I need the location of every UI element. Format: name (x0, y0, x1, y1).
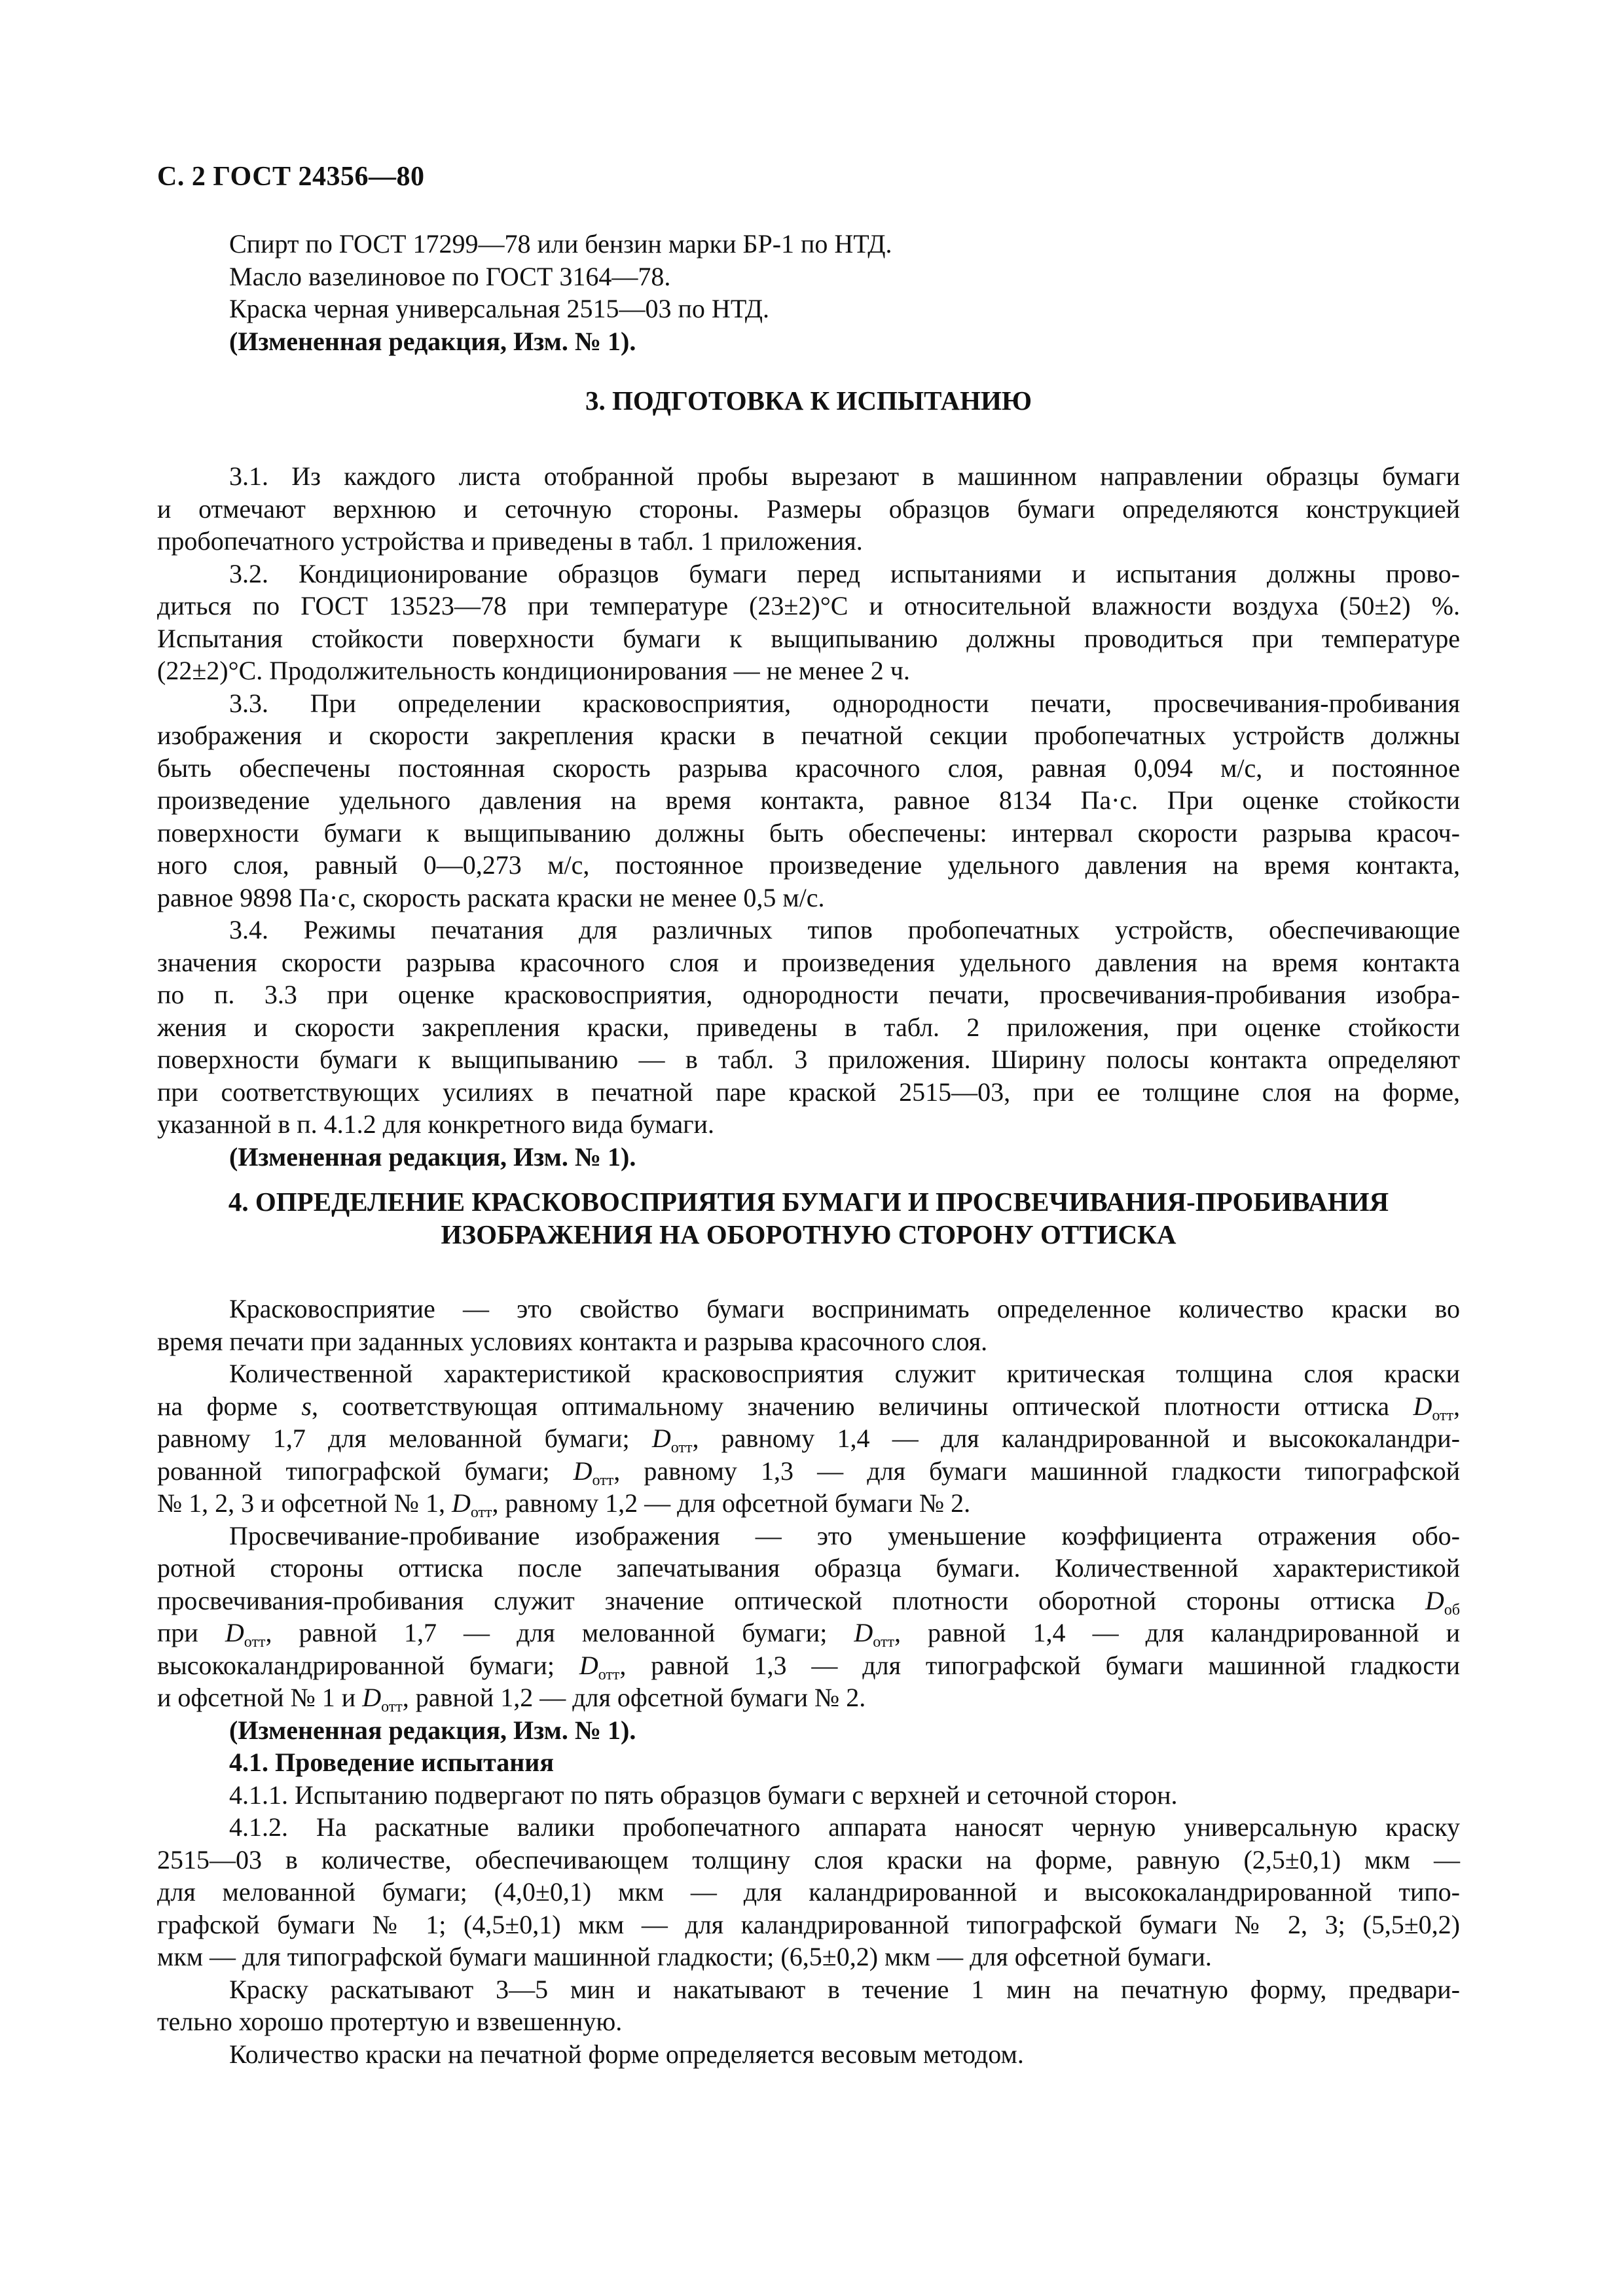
paragraph-line: 3.1. Из каждого листа отобранной пробы вырезают в машинном направлении образцы бумаги (229, 461, 1460, 491)
paragraph-line: 3.2. Кондиционирование образцов бумаги перед испытаниями и испытания должны прово- (229, 558, 1460, 588)
subsection-4-1-heading: 4.1. Проведение испытания (229, 1748, 554, 1777)
paragraph-line: и отмечают верхнюю и сеточную стороны. Размеры образцов бумаги определяются конструкцией (157, 493, 1460, 524)
paragraph-line: указанной в п. 4.1.2 для конкретного вида бумаги. (157, 1109, 714, 1139)
paragraph-line: пробопечатного устройства и приведены в табл. 1 приложения. (157, 526, 863, 556)
section-3-body (157, 460, 1460, 1173)
amendment-note: (Измененная редакция, Изм. № 1). (229, 1715, 636, 1745)
paragraph-line: время печати при заданных условиях контакта и разрыва красочного слоя. (157, 1326, 988, 1356)
material-item: Спирт по ГОСТ 17299—78 или бензин марки БР-1 по НТД. (229, 229, 892, 259)
paragraph-line: ного слоя, равный 0—0,273 м/с, постоянное произведение удельного давления на время контакта, (157, 850, 1460, 880)
section-4-heading-line-2: ИЗОБРАЖЕНИЯ НА ОБОРОТНУЮ СТОРОНУ ОТТИСКА (441, 1219, 1176, 1249)
section-3-heading-block (157, 385, 1460, 418)
material-item: Масло вазелиновое по ГОСТ 3164—78. (229, 261, 671, 291)
paragraph-line: произведение удельного давления на время контакта, равное 8134 Па·с. При оценке стойкости (157, 785, 1460, 815)
section-3-heading: 3. ПОДГОТОВКА К ИСПЫТАНИЮ (585, 386, 1032, 416)
section-4-heading-block (157, 1186, 1460, 1251)
paragraph-line: 3.4. Режимы печатания для различных типов пробопечатных устройств, обеспечивающие (229, 915, 1460, 944)
paragraph-line: равному 1,7 для мелованной бумаги; $D_{отт}$, равному 1,4 — для каландрированной и высококаландри- (157, 1424, 1460, 1456)
paragraph-line: поверхности бумаги к выщипыванию — в табл. 3 приложения. Ширину полосы контакта определяют (157, 1045, 1460, 1074)
materials-list (157, 228, 1460, 357)
paragraph-line: значения скорости разрыва красочного слоя и произведения удельного давления на время контакта (157, 947, 1460, 977)
paragraph-line: мкм — для типографской бумаги машинной гладкости; (6,5±0,2) мкм — для офсетной бумаги. (157, 1942, 1212, 1971)
paragraph-line: Количественной характеристикой красковосприятия служит критическая толщина слоя краски (229, 1359, 1460, 1388)
paragraph-line: № 1, 2, 3 и офсетной № 1, $D_{отт}$, равному 1,2 — для офсетной бумаги № 2. (157, 1488, 971, 1521)
paragraph-line: Испытания стойкости поверхности бумаги к выщипыванию должны проводиться при температуре (157, 623, 1460, 653)
paragraph-line: рованной типографской бумаги; $D_{отт}$, равному 1,3 — для бумаги машинной гладкости типографской (157, 1456, 1460, 1489)
paragraph-line: ротной стороны оттиска после запечатывания образца бумаги. Количественной характеристикой (157, 1553, 1460, 1583)
paragraph-line: 3.3. При определении красковосприятия, однородности печати, просвечивания-пробивания (229, 688, 1460, 718)
paragraph-line: Просвечивание-пробивание изображения — это уменьшение коэффициента отражения обо- (229, 1520, 1460, 1551)
running-head: С. 2 ГОСТ 24356—80 (157, 162, 425, 192)
paragraph-line: Количество краски на печатной форме определяется весовым методом. (229, 2039, 1024, 2069)
paragraph-line: тельно хорошо протертую и взвешенную. (157, 2007, 623, 2036)
paragraph-line: жения и скорости закрепления краски, приведены в табл. 2 приложения, при оценке стойкости (157, 1012, 1460, 1042)
paragraph-line: при соответствующих усилиях в печатной паре краской 2515—03, при ее толщине слоя на форме, (157, 1077, 1460, 1107)
amendment-note: (Измененная редакция, Изм. № 1). (229, 1141, 636, 1172)
paragraph-line: графской бумаги № 1; (4,5±0,1) мкм — для каландрированной типографской бумаги № 2, 3; (5,5±0,2) (157, 1909, 1460, 1939)
paragraph-line: диться по ГОСТ 13523—78 при температуре (23±2)°С и относительной влажности воздуха (50±2) %. (157, 591, 1460, 620)
paragraph-line: на форме s, соответствующая оптимальному значению величины оптической плотности оттиска $D_{отт}$, (157, 1391, 1460, 1424)
paragraph-line: (22±2)°С. Продолжительность кондиционирования — не менее 2 ч. (157, 656, 910, 685)
paragraph-line: для мелованной бумаги; (4,0±0,1) мкм — для каландрированной и высококаландрированной типо- (157, 1877, 1460, 1907)
paragraph-line: по п. 3.3 при оценке красковосприятия, однородности печати, просвечивания-пробивания изобра- (157, 980, 1460, 1009)
paragraph-line: при $D_{отт}$, равной 1,7 — для мелованной бумаги; $D_{отт}$, равной 1,4 — для каландрированной и (157, 1618, 1461, 1651)
paragraph-line: Краску раскатывают 3—5 мин и накатывают в течение 1 мин на печатную форму, предвари- (229, 1974, 1460, 2004)
section-4-body (157, 1293, 1460, 2070)
paragraph-line: просвечивания-пробивания служит значение оптической плотности оборотной стороны оттиска $D_{об}$ (157, 1585, 1460, 1619)
paragraph-line: поверхности бумаги к выщипыванию должны быть обеспечены: интервал скорости разрыва красоч- (157, 817, 1460, 848)
paragraph-line: Красковосприятие — это свойство бумаги воспринимать определенное количество краски во (229, 1294, 1460, 1323)
section-4-heading-line-1: 4. ОПРЕДЕЛЕНИЕ КРАСКОВОСПРИЯТИЯ БУМАГИ И ПРОСВЕЧИВАНИЯ-ПРОБИВАНИЯ (228, 1187, 1389, 1217)
paragraph-line: высококаландрированной бумаги; $D_{отт}$, равной 1,3 — для типографской бумаги машинной гладкости (157, 1650, 1460, 1683)
paragraph-line: 2515—03 в количестве, обеспечивающем толщину слоя краски на форме, равную (2,5±0,1) мкм — (157, 1844, 1460, 1874)
paragraph-line: 4.1.1. Испытанию подвергают по пять образцов бумаги с верхней и сеточной сторон. (229, 1780, 1178, 1810)
paragraph-line: быть обеспечены постоянная скорость разрыва красочного слоя, равная 0,094 м/с, и постоянное (157, 753, 1460, 783)
paragraph-line: и офсетной № 1 и $D_{отт}$, равной 1,2 — для офсетной бумаги № 2. (157, 1683, 866, 1715)
paragraph-line: 4.1.2. На раскатные валики пробопечатного аппарата наносят черную универсальную краску (229, 1812, 1460, 1842)
paragraph-line: изображения и скорости закрепления краски в печатной секции пробопечатных устройств должны (157, 721, 1460, 750)
material-item: Краска черная универсальная 2515—03 по НТД. (229, 294, 770, 323)
paragraph-line: равное 9898 Па·с, скорость раската краски не менее 0,5 м/с. (157, 882, 825, 912)
amendment-note: (Измененная редакция, Изм. № 1). (229, 326, 636, 356)
